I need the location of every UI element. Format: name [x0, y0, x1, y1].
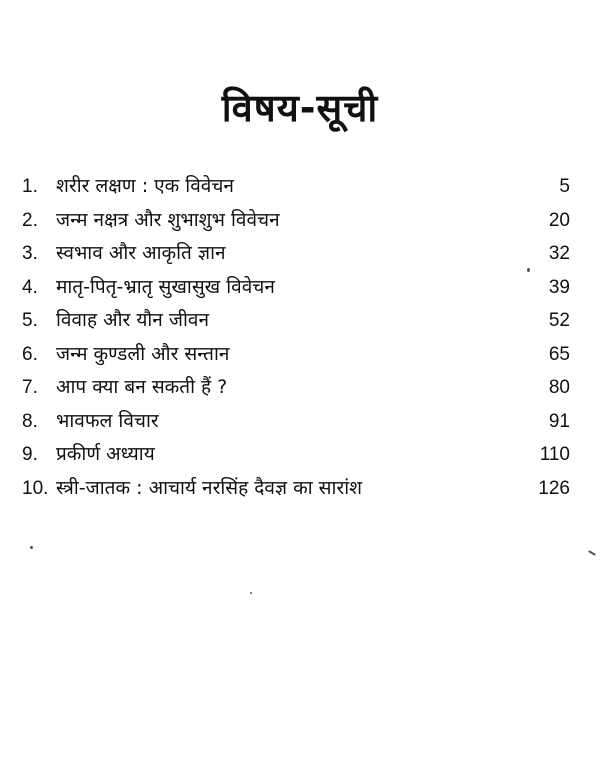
toc-entry-number: 2. — [22, 209, 38, 231]
toc-entry-title: विवाह और यौन जीवन — [56, 309, 210, 331]
toc-entry-page: 52 — [548, 310, 570, 331]
toc-entry-title: स्त्री-जातक : आचार्य नरसिंह दैवज्ञ का सारांश — [56, 476, 363, 499]
scan-speck — [588, 550, 596, 556]
toc-entry-number: 3. — [22, 243, 38, 264]
toc-entry-title: शरीर लक्षण : एक विवेचन — [56, 175, 234, 197]
toc-entry — [22, 340, 570, 374]
toc-entry-title: मातृ-पितृ-भ्रातृ सुखासुख विवेचन — [56, 275, 275, 298]
toc-entry-page: 32 — [548, 243, 570, 264]
toc-entry — [22, 172, 570, 206]
toc-entry-number: 8. — [22, 410, 38, 432]
scan-speck — [527, 268, 530, 272]
toc-entry-page: 91 — [548, 410, 570, 432]
toc-entry-number: 6. — [22, 343, 38, 365]
toc-entry — [22, 273, 570, 307]
toc-entry-number: 1. — [22, 176, 38, 197]
toc-entry-page: 126 — [538, 477, 570, 499]
toc-entry-number: 5. — [22, 310, 38, 331]
toc-entry — [22, 440, 570, 474]
toc-entry-page: 80 — [548, 377, 570, 398]
toc-entry — [22, 407, 570, 441]
toc-entry-title: प्रकीर्ण अध्याय — [56, 443, 155, 465]
toc-entry-number: 10. — [22, 477, 49, 499]
toc-entry-number: 4. — [22, 276, 38, 298]
toc-entry-page: 5 — [559, 176, 570, 197]
toc-entry — [22, 306, 570, 340]
scan-speck — [30, 546, 33, 549]
toc-entry-title: जन्म कुण्डली और सन्तान — [56, 342, 230, 365]
toc-entry-title: जन्म नक्षत्र और शुभाशुभ विवेचन — [56, 208, 280, 231]
toc-entry-page: 110 — [539, 444, 570, 465]
toc-entry-page: 20 — [548, 209, 570, 231]
scan-speck — [250, 592, 252, 594]
toc-entry-number: 9. — [22, 444, 38, 465]
page-title: विषय-सूची — [221, 86, 379, 130]
toc-entry — [22, 474, 570, 508]
toc-entry-title: आप क्या बन सकती हैं ? — [56, 376, 228, 398]
toc-entry-number: 7. — [22, 377, 38, 398]
table-of-contents — [22, 172, 570, 507]
toc-entry — [22, 373, 570, 407]
toc-entry — [22, 239, 570, 273]
toc-entry-title: स्वभाव और आकृति ज्ञान — [56, 242, 226, 264]
toc-entry — [22, 206, 570, 240]
toc-entry-page: 39 — [548, 276, 570, 298]
toc-entry-page: 65 — [548, 343, 570, 365]
toc-entry-title: भावफल विचार — [56, 409, 159, 432]
